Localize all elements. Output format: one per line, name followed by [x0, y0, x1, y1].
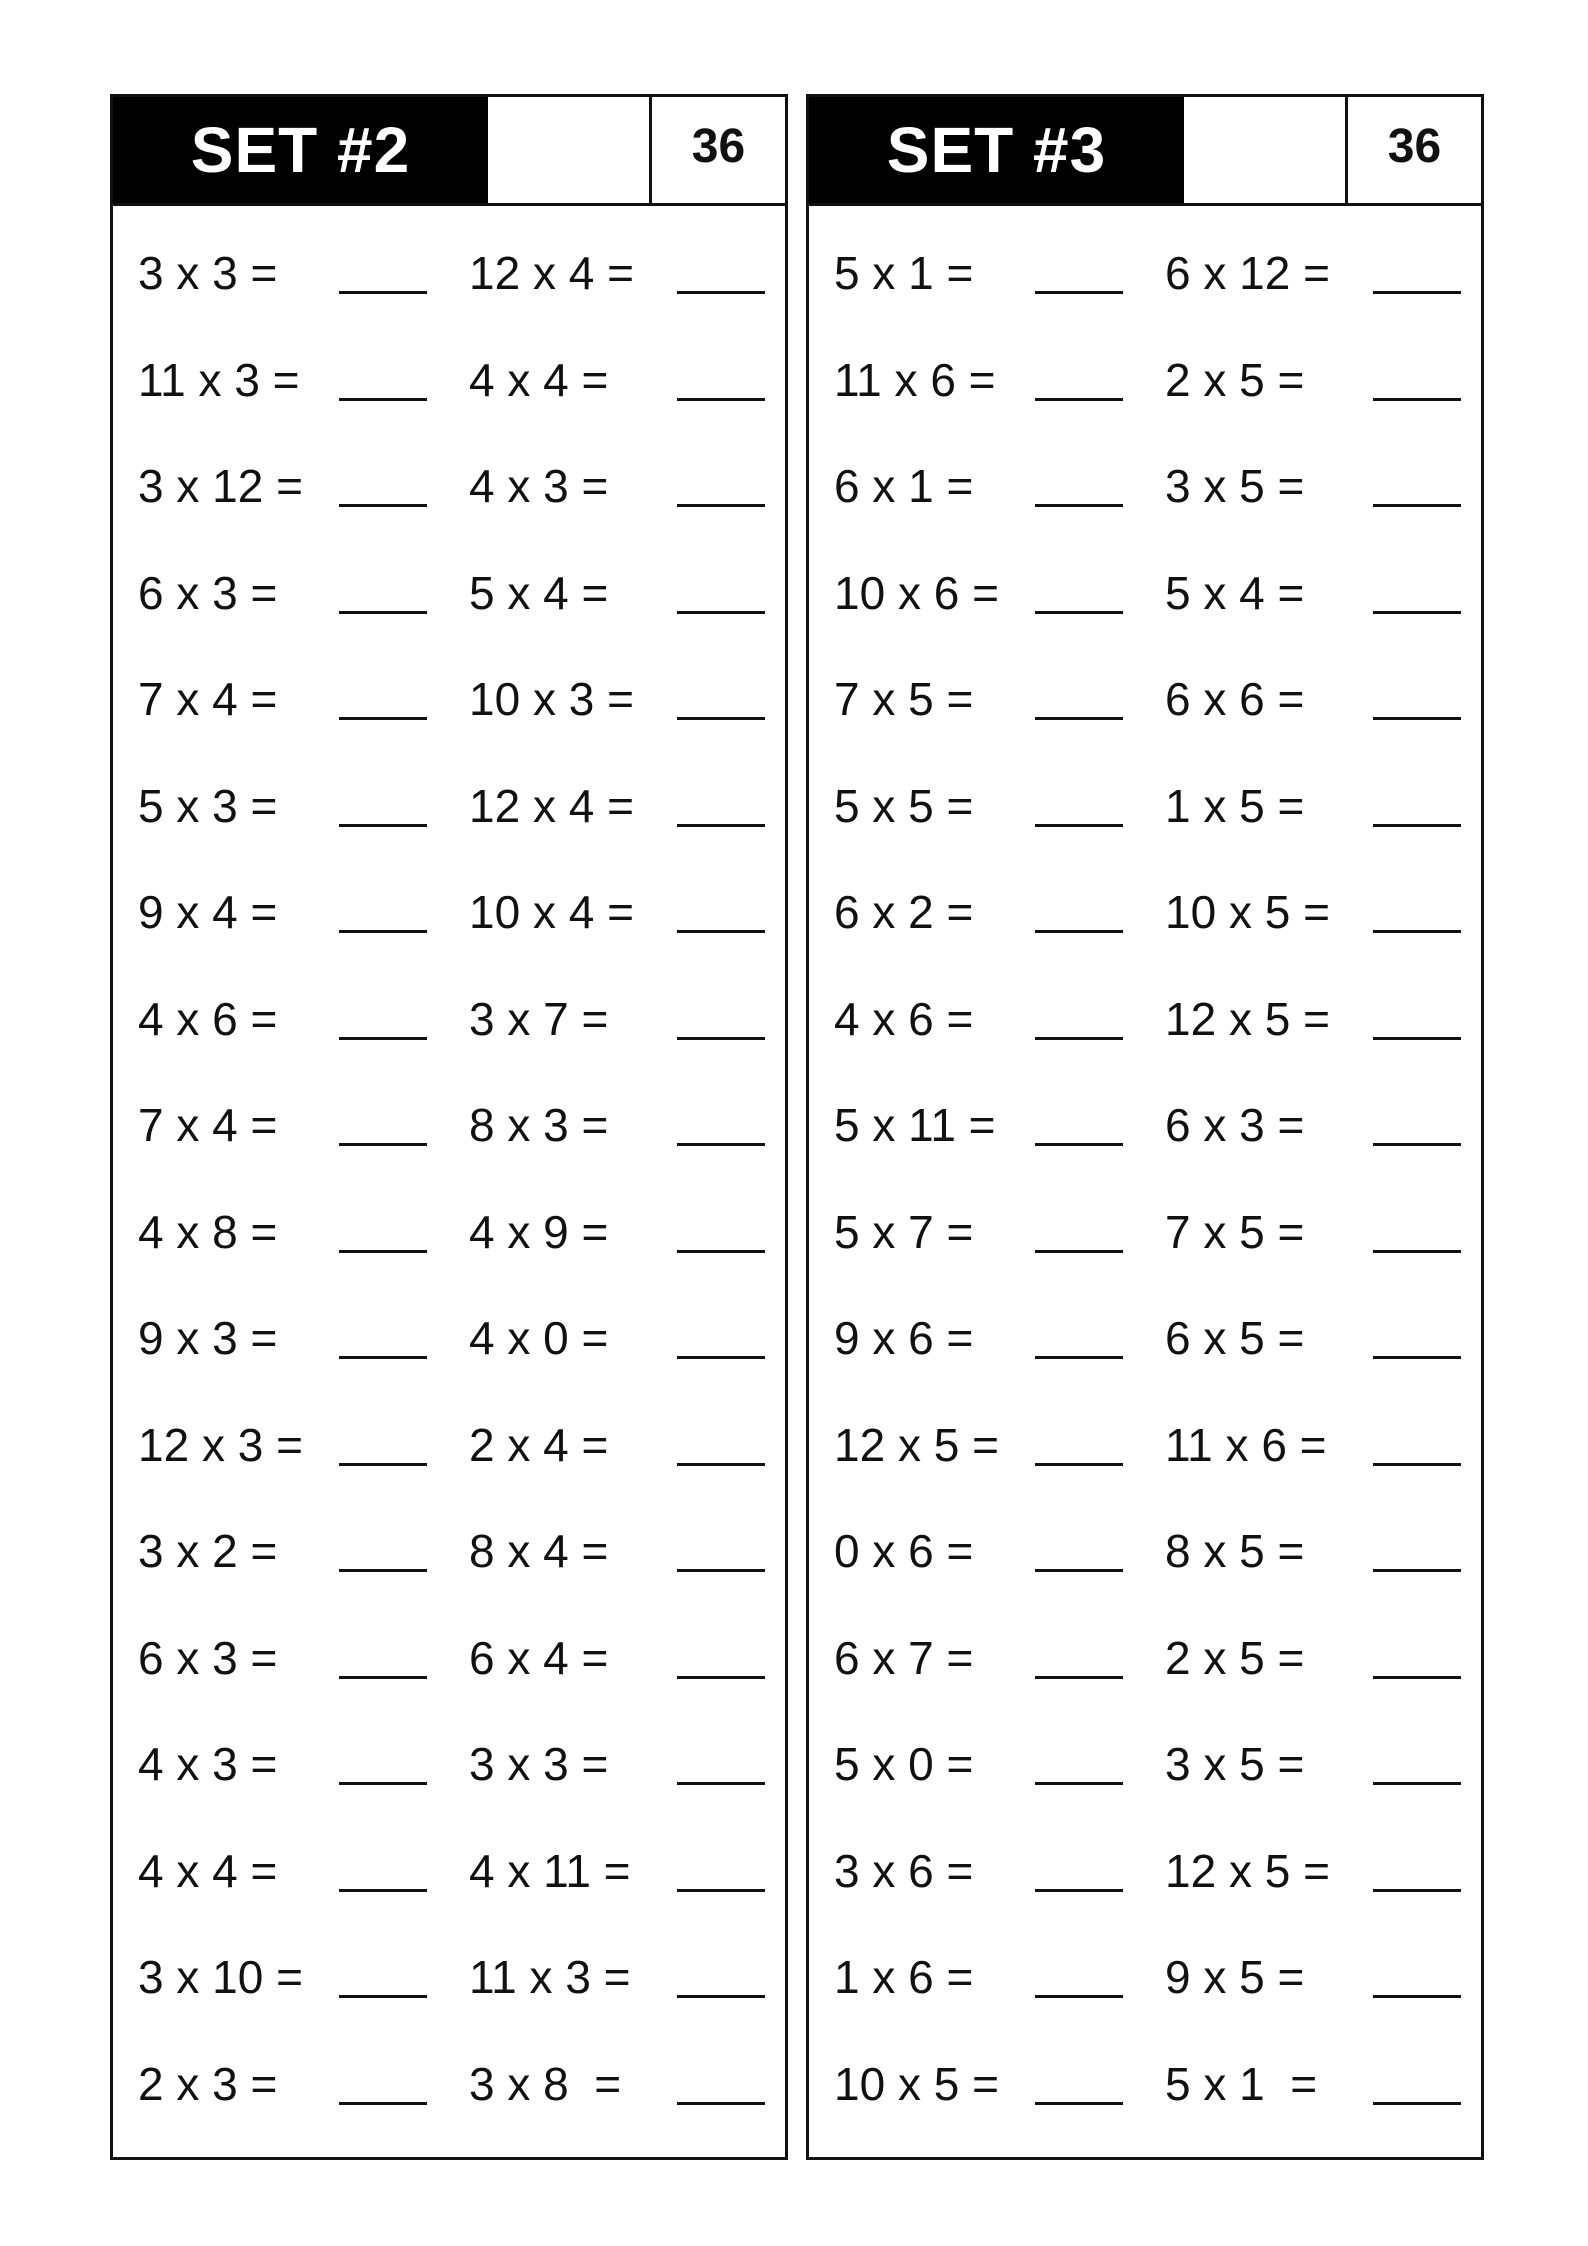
answer-blank[interactable]: [1035, 1356, 1123, 1359]
answer-blank[interactable]: [339, 1356, 427, 1359]
answer-blank[interactable]: [677, 1143, 765, 1146]
answer-blank[interactable]: [1373, 930, 1461, 933]
problem-question: 2 x 3 =: [138, 2057, 278, 2110]
problem-question: 10 x 6 =: [834, 566, 999, 619]
set-header: [809, 97, 1481, 206]
problem-question: 3 x 3 =: [469, 1738, 609, 1790]
answer-blank[interactable]: [677, 717, 765, 720]
problem-question: 8 x 4 =: [469, 1525, 609, 1577]
answer-blank[interactable]: [1035, 398, 1123, 401]
problem-question: 6 x 3 =: [1165, 1099, 1305, 1151]
problem-row: [809, 1697, 1481, 1804]
problem-question: 6 x 4 =: [469, 1631, 609, 1684]
problem-row: [809, 419, 1481, 526]
problem-row: [809, 1804, 1481, 1911]
problem-question: 6 x 7 =: [834, 1631, 974, 1684]
answer-blank[interactable]: [677, 1889, 765, 1892]
answer-blank[interactable]: [677, 1037, 765, 1040]
answer-blank[interactable]: [1035, 611, 1123, 614]
problem-question: 12 x 4 =: [469, 779, 634, 832]
answer-blank[interactable]: [1373, 1889, 1461, 1892]
answer-blank[interactable]: [677, 611, 765, 614]
problem-row: [113, 845, 785, 952]
problem-row: [113, 1697, 785, 1804]
answer-blank[interactable]: [339, 1143, 427, 1146]
answer-blank[interactable]: [1373, 1676, 1461, 1679]
problem-question: 7 x 4 =: [138, 673, 278, 725]
problem-question: 4 x 3 =: [469, 460, 609, 512]
problem-row: [113, 739, 785, 846]
problem-row: [809, 1058, 1481, 1165]
problem-question: 11 x 6 =: [834, 353, 996, 406]
problem-row: [809, 1591, 1481, 1698]
problem-row: [113, 1484, 785, 1591]
problem-question: 3 x 12 =: [138, 460, 303, 512]
problem-question: 8 x 3 =: [469, 1099, 609, 1151]
answer-blank[interactable]: [339, 1676, 427, 1679]
answer-blank[interactable]: [339, 824, 427, 827]
answer-blank[interactable]: [339, 1037, 427, 1040]
problem-question: 5 x 7 =: [834, 1205, 974, 1258]
problem-question: 9 x 4 =: [138, 886, 278, 938]
answer-blank[interactable]: [677, 1463, 765, 1466]
problem-question: 5 x 4 =: [469, 566, 609, 619]
problem-question: 3 x 5 =: [1165, 460, 1305, 512]
problem-question: 10 x 5 =: [834, 2057, 999, 2110]
problem-question: 2 x 5 =: [1165, 353, 1305, 406]
answer-blank[interactable]: [677, 291, 765, 294]
answer-blank[interactable]: [339, 1889, 427, 1892]
answer-blank[interactable]: [1035, 717, 1123, 720]
answer-blank[interactable]: [677, 2102, 765, 2105]
problem-question: 12 x 4 =: [469, 247, 634, 299]
answer-blank[interactable]: [1373, 1569, 1461, 1572]
problem-question: 12 x 5 =: [1165, 1844, 1330, 1897]
problem-question: 6 x 3 =: [138, 566, 278, 619]
worksheet-set-3: [806, 94, 1484, 2160]
problem-question: 1 x 6 =: [834, 1951, 974, 2003]
problem-row: [809, 632, 1481, 739]
set-title: SET #2: [113, 97, 488, 203]
problem-question: 8 x 5 =: [1165, 1525, 1305, 1577]
problem-row: [809, 1271, 1481, 1378]
answer-blank[interactable]: [339, 1995, 427, 1998]
answer-blank[interactable]: [1373, 504, 1461, 507]
worksheet-set-2: [110, 94, 788, 2160]
problem-question: 3 x 5 =: [1165, 1738, 1305, 1790]
problem-question: 5 x 4 =: [1165, 566, 1305, 619]
answer-blank[interactable]: [339, 1782, 427, 1785]
answer-blank[interactable]: [677, 930, 765, 933]
answer-blank[interactable]: [1035, 1037, 1123, 1040]
problem-row: [809, 1484, 1481, 1591]
answer-blank[interactable]: [339, 611, 427, 614]
problem-question: 4 x 6 =: [138, 992, 278, 1045]
problem-row: [809, 313, 1481, 420]
problem-question: 7 x 5 =: [1165, 1205, 1305, 1258]
answer-blank[interactable]: [339, 1250, 427, 1253]
score-total: 36: [1387, 120, 1442, 173]
problem-question: 6 x 12 =: [1165, 247, 1330, 299]
problem-row: [113, 1165, 785, 1272]
problem-question: 3 x 7 =: [469, 992, 609, 1045]
problem-question: 12 x 5 =: [1165, 992, 1330, 1045]
answer-blank[interactable]: [1035, 504, 1123, 507]
problem-list: [809, 206, 1481, 2123]
problem-row: [113, 1271, 785, 1378]
problem-row: [809, 526, 1481, 633]
problem-question: 5 x 3 =: [138, 779, 278, 832]
answer-blank[interactable]: [1035, 1569, 1123, 1572]
problem-question: 5 x 1 =: [834, 247, 974, 299]
answer-blank[interactable]: [1373, 1995, 1461, 1998]
problem-question: 2 x 5 =: [1165, 1631, 1305, 1684]
answer-blank[interactable]: [1035, 291, 1123, 294]
problem-row: [113, 1910, 785, 2017]
problem-row: [113, 206, 785, 313]
problem-row: [113, 632, 785, 739]
problem-row: [809, 1165, 1481, 1272]
problem-question: 11 x 6 =: [1165, 1418, 1327, 1471]
problem-question: 4 x 4 =: [138, 1844, 278, 1897]
problem-question: 7 x 5 =: [834, 673, 974, 725]
answer-blank[interactable]: [1373, 291, 1461, 294]
name-field[interactable]: [1184, 97, 1348, 203]
problem-question: 12 x 5 =: [834, 1418, 999, 1471]
problem-row: [809, 206, 1481, 313]
answer-blank[interactable]: [677, 1676, 765, 1679]
answer-blank[interactable]: [339, 291, 427, 294]
problem-row: [809, 1378, 1481, 1485]
answer-blank[interactable]: [339, 930, 427, 933]
problem-question: 1 x 5 =: [1165, 779, 1305, 832]
problem-question: 5 x 1 =: [1165, 2057, 1318, 2110]
answer-blank[interactable]: [1035, 930, 1123, 933]
answer-blank[interactable]: [1373, 1463, 1461, 1466]
problem-question: 2 x 4 =: [469, 1418, 609, 1471]
answer-blank[interactable]: [1373, 611, 1461, 614]
answer-blank[interactable]: [339, 1569, 427, 1572]
problem-question: 4 x 11 =: [469, 1844, 631, 1897]
problem-question: 0 x 6 =: [834, 1525, 974, 1577]
set-header: [113, 97, 785, 206]
problem-question: 10 x 4 =: [469, 886, 634, 938]
problem-question: 10 x 3 =: [469, 673, 634, 725]
problem-question: 4 x 3 =: [138, 1738, 278, 1790]
answer-blank[interactable]: [1035, 2102, 1123, 2105]
problem-question: 6 x 5 =: [1165, 1312, 1305, 1364]
answer-blank[interactable]: [677, 1782, 765, 1785]
answer-blank[interactable]: [1035, 1463, 1123, 1466]
answer-blank[interactable]: [1035, 824, 1123, 827]
answer-blank[interactable]: [677, 1250, 765, 1253]
answer-blank[interactable]: [339, 398, 427, 401]
answer-blank[interactable]: [339, 2102, 427, 2105]
problem-question: 4 x 9 =: [469, 1205, 609, 1258]
problem-row: [113, 419, 785, 526]
problem-question: 11 x 3 =: [469, 1951, 631, 2003]
problem-question: 4 x 8 =: [138, 1205, 278, 1258]
answer-blank[interactable]: [677, 1569, 765, 1572]
problem-question: 3 x 2 =: [138, 1525, 278, 1577]
answer-blank[interactable]: [1373, 1356, 1461, 1359]
problem-question: 6 x 3 =: [138, 1631, 278, 1684]
problem-row: [113, 952, 785, 1059]
problem-question: 9 x 5 =: [1165, 1951, 1305, 2003]
problem-row: [113, 526, 785, 633]
problem-row: [113, 1378, 785, 1485]
problem-row: [809, 845, 1481, 952]
answer-blank[interactable]: [677, 1995, 765, 1998]
problem-question: 10 x 5 =: [1165, 886, 1330, 938]
answer-blank[interactable]: [1035, 1676, 1123, 1679]
answer-blank[interactable]: [1373, 1782, 1461, 1785]
problem-list: [113, 206, 785, 2123]
problem-question: 6 x 2 =: [834, 886, 974, 938]
problem-question: 4 x 4 =: [469, 353, 609, 406]
answer-blank[interactable]: [339, 504, 427, 507]
answer-blank[interactable]: [1035, 1995, 1123, 1998]
answer-blank[interactable]: [1035, 1143, 1123, 1146]
problem-row: [113, 313, 785, 420]
name-field[interactable]: [488, 97, 652, 203]
problem-question: 9 x 3 =: [138, 1312, 278, 1364]
problem-question: 4 x 6 =: [834, 992, 974, 1045]
answer-blank[interactable]: [1373, 1250, 1461, 1253]
problem-row: [809, 1910, 1481, 2017]
answer-blank[interactable]: [1373, 2102, 1461, 2105]
answer-blank[interactable]: [1373, 1037, 1461, 1040]
problem-row: [809, 739, 1481, 846]
answer-blank[interactable]: [1373, 1143, 1461, 1146]
problem-row: [809, 952, 1481, 1059]
answer-blank[interactable]: [1035, 1889, 1123, 1892]
problem-row: [113, 2017, 785, 2124]
problem-question: 3 x 6 =: [834, 1844, 974, 1897]
answer-blank[interactable]: [677, 1356, 765, 1359]
problem-row: [809, 2017, 1481, 2124]
answer-blank[interactable]: [677, 504, 765, 507]
problem-question: 6 x 6 =: [1165, 673, 1305, 725]
problem-question: 3 x 8 =: [469, 2057, 622, 2110]
problem-row: [113, 1804, 785, 1911]
problem-question: 5 x 0 =: [834, 1738, 974, 1790]
problem-question: 3 x 3 =: [138, 247, 278, 299]
problem-question: 11 x 3 =: [138, 353, 300, 406]
problem-question: 7 x 4 =: [138, 1099, 278, 1151]
answer-blank[interactable]: [1373, 717, 1461, 720]
problem-question: 3 x 10 =: [138, 1951, 303, 2003]
set-title: SET #3: [809, 97, 1184, 203]
problem-question: 12 x 3 =: [138, 1418, 303, 1471]
answer-blank[interactable]: [1035, 1782, 1123, 1785]
problem-question: 6 x 1 =: [834, 460, 974, 512]
problem-row: [113, 1591, 785, 1698]
problem-question: 5 x 11 =: [834, 1099, 996, 1151]
problem-row: [113, 1058, 785, 1165]
problem-question: 4 x 0 =: [469, 1312, 609, 1364]
answer-blank[interactable]: [1373, 398, 1461, 401]
answer-blank[interactable]: [677, 398, 765, 401]
problem-question: 5 x 5 =: [834, 779, 974, 832]
answer-blank[interactable]: [339, 717, 427, 720]
answer-blank[interactable]: [339, 1463, 427, 1466]
answer-blank[interactable]: [677, 824, 765, 827]
problem-question: 9 x 6 =: [834, 1312, 974, 1364]
answer-blank[interactable]: [1373, 824, 1461, 827]
score-total: 36: [691, 120, 746, 173]
answer-blank[interactable]: [1035, 1250, 1123, 1253]
